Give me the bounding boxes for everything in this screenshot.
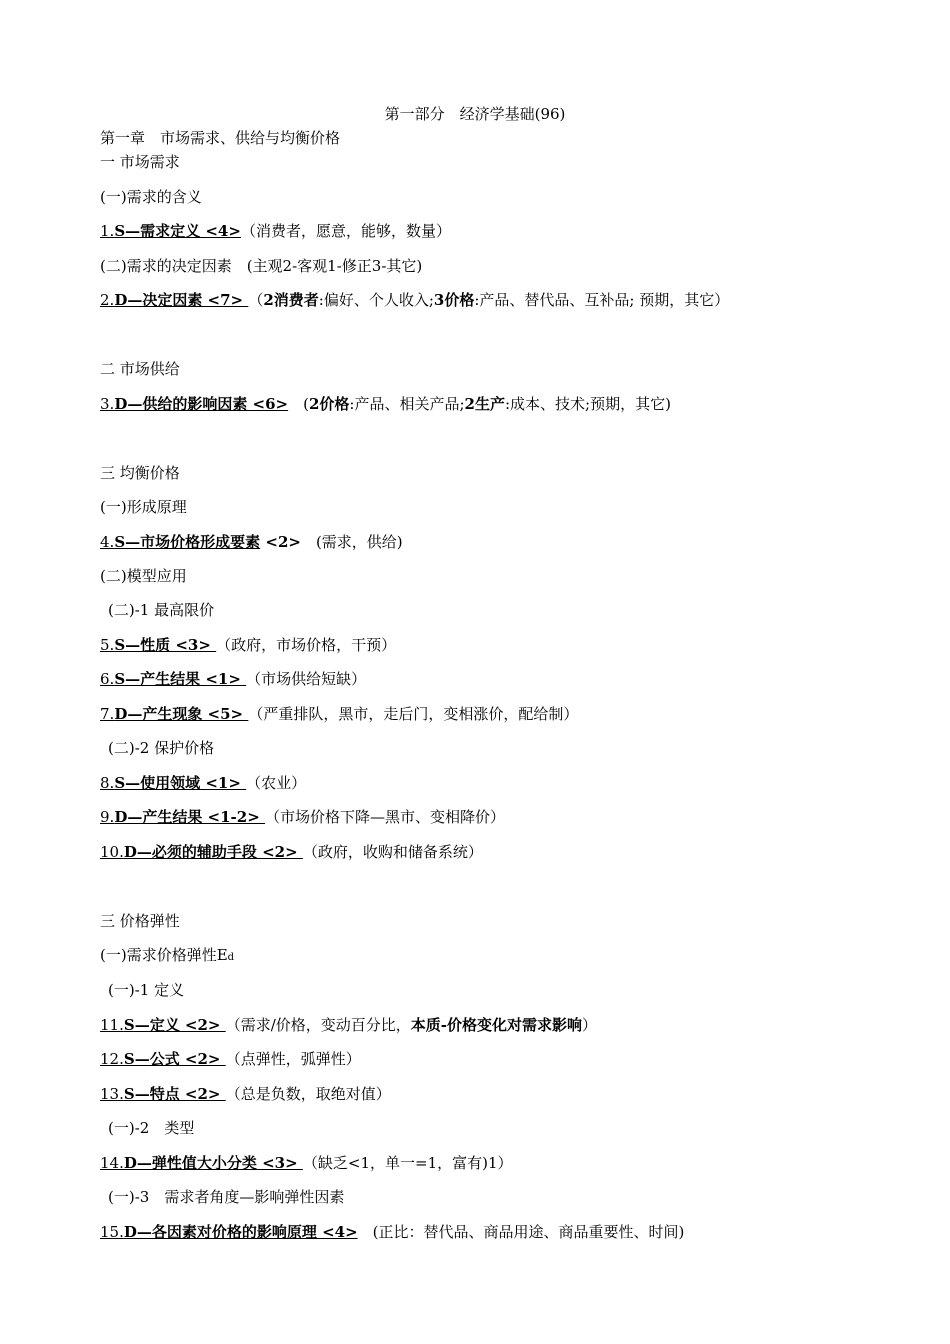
- item-note: :产品、相关产品;: [349, 395, 465, 413]
- item-key-count: <2>: [260, 533, 301, 551]
- outline-item: [100, 807, 505, 827]
- item-note: （总是负数，取绝对值）: [225, 1085, 391, 1103]
- outline-item: [100, 1153, 513, 1173]
- outline-item: [100, 669, 366, 689]
- item-number: 6.: [100, 670, 115, 688]
- item-number: 3.: [100, 395, 115, 413]
- item-note-bold: 本质-价格变化对需求影响: [410, 1016, 583, 1034]
- item-note: :成本、技术;预期，其它): [504, 395, 671, 413]
- item-note-bold: 2生产: [464, 395, 505, 413]
- item-note: （点弹性，弧弹性）: [225, 1050, 361, 1068]
- outline-item: [100, 773, 306, 793]
- chapter-heading: 第一章 市场需求、供给与均衡价格: [100, 129, 341, 147]
- section-heading: 一 市场需求: [100, 153, 180, 171]
- item-number: 8.: [100, 774, 115, 792]
- item-key: D—决定因素 <7>: [114, 291, 249, 309]
- item-number: 12.: [100, 1050, 124, 1068]
- item-number: 9.: [100, 808, 115, 826]
- item-note: （市场价格下降—黑市、变相降价）: [265, 808, 506, 826]
- item-note: (: [288, 395, 309, 413]
- item-key: S—特点 <2>: [123, 1085, 226, 1103]
- subsection-heading: [100, 945, 234, 968]
- item-note-bold: 2价格: [308, 395, 350, 413]
- item-note: （缺乏<1，单一=1，富有)1）: [302, 1154, 513, 1172]
- item-number: 15.: [100, 1223, 124, 1241]
- item-key: S—性质 <3>: [114, 636, 217, 654]
- sub-subsection-heading: (二)-2 保护价格: [108, 739, 215, 757]
- section-heading: 三 均衡价格: [100, 464, 180, 482]
- subsection-text: (一)需求价格弹性E: [100, 946, 228, 964]
- item-note: :产品、替代品、互补品; 预期，其它）: [474, 291, 730, 309]
- item-number: 2.: [100, 291, 115, 309]
- item-note: （消费者，愿意，能够，数量）: [240, 222, 451, 240]
- item-note-bold: 2消费者: [263, 291, 319, 309]
- item-key: S—市场价格形成要素: [114, 533, 261, 551]
- subsection-heading: (二)模型应用: [100, 567, 187, 585]
- subsection-heading: (一)需求的含义: [100, 188, 202, 206]
- item-key: D—弹性值大小分类 <3>: [123, 1154, 303, 1172]
- item-note: （: [248, 291, 264, 309]
- item-key: D—产生结果 <1-2>: [114, 808, 266, 826]
- item-number: 13.: [100, 1085, 124, 1103]
- item-key: S—产生结果 <1>: [114, 670, 247, 688]
- item-key: D—必须的辅助手段 <2>: [123, 843, 303, 861]
- sub-subsection-heading: (一)-3 需求者角度—影响弹性因素: [108, 1188, 345, 1206]
- item-note: ）: [582, 1016, 598, 1034]
- item-note: （市场供给短缺）: [246, 670, 367, 688]
- item-key: S—需求定义 <4>: [114, 222, 241, 240]
- item-number: 5.: [100, 636, 115, 654]
- outline-item: [100, 842, 483, 862]
- item-number: 11.: [100, 1016, 124, 1034]
- item-note: （政府，市场价格，干预）: [216, 636, 397, 654]
- item-note: （需求/价格，变动百分比，: [225, 1016, 411, 1034]
- item-key: D—供给的影响因素 <6>: [114, 395, 289, 413]
- item-key: D—各因素对价格的影响原理 <4>: [123, 1223, 358, 1241]
- item-note: （农业）: [246, 774, 307, 792]
- item-note-bold: 3价格: [433, 291, 475, 309]
- item-key: D—产生现象 <5>: [114, 705, 249, 723]
- outline-item: [100, 290, 729, 310]
- subsection-heading: (二)需求的决定因素 (主观2-客观1-修正3-其它): [100, 257, 423, 275]
- outline-item: [100, 1222, 684, 1242]
- sub-subsection-heading: (一)-1 定义: [108, 981, 185, 999]
- section-heading: 三 价格弹性: [100, 912, 180, 930]
- outline-item: [100, 532, 403, 552]
- outline-item: [100, 221, 451, 241]
- item-number: 7.: [100, 705, 115, 723]
- item-note: :偏好、个人收入;: [318, 291, 434, 309]
- item-number: 10.: [100, 843, 124, 861]
- item-key: S—公式 <2>: [123, 1050, 226, 1068]
- subscript-d: d: [227, 952, 235, 963]
- item-key: S—定义 <2>: [123, 1016, 226, 1034]
- item-number: 1.: [100, 222, 115, 240]
- item-note: (需求，供给): [300, 533, 403, 551]
- item-key: S—使用领域 <1>: [114, 774, 247, 792]
- outline-item: [100, 635, 396, 655]
- section-heading: 二 市场供给: [100, 360, 180, 378]
- outline-item: [100, 1084, 391, 1104]
- item-note: (正比：替代品、商品用途、商品重要性、时间): [357, 1223, 685, 1241]
- outline-item: [100, 704, 578, 724]
- sub-subsection-heading: (一)-2 类型: [108, 1119, 195, 1137]
- item-note: （政府，收购和储备系统）: [302, 843, 483, 861]
- item-number: 14.: [100, 1154, 124, 1172]
- outline-item: [100, 1015, 597, 1035]
- document-title: 第一部分 经济学基础(96): [384, 105, 566, 123]
- item-number: 4.: [100, 533, 115, 551]
- item-note: （严重排队，黑市，走后门，变相涨价，配给制）: [248, 705, 579, 723]
- subsection-heading: (一)形成原理: [100, 498, 187, 516]
- sub-subsection-heading: (二)-1 最高限价: [108, 601, 215, 619]
- outline-item: [100, 394, 671, 414]
- outline-item: [100, 1049, 361, 1069]
